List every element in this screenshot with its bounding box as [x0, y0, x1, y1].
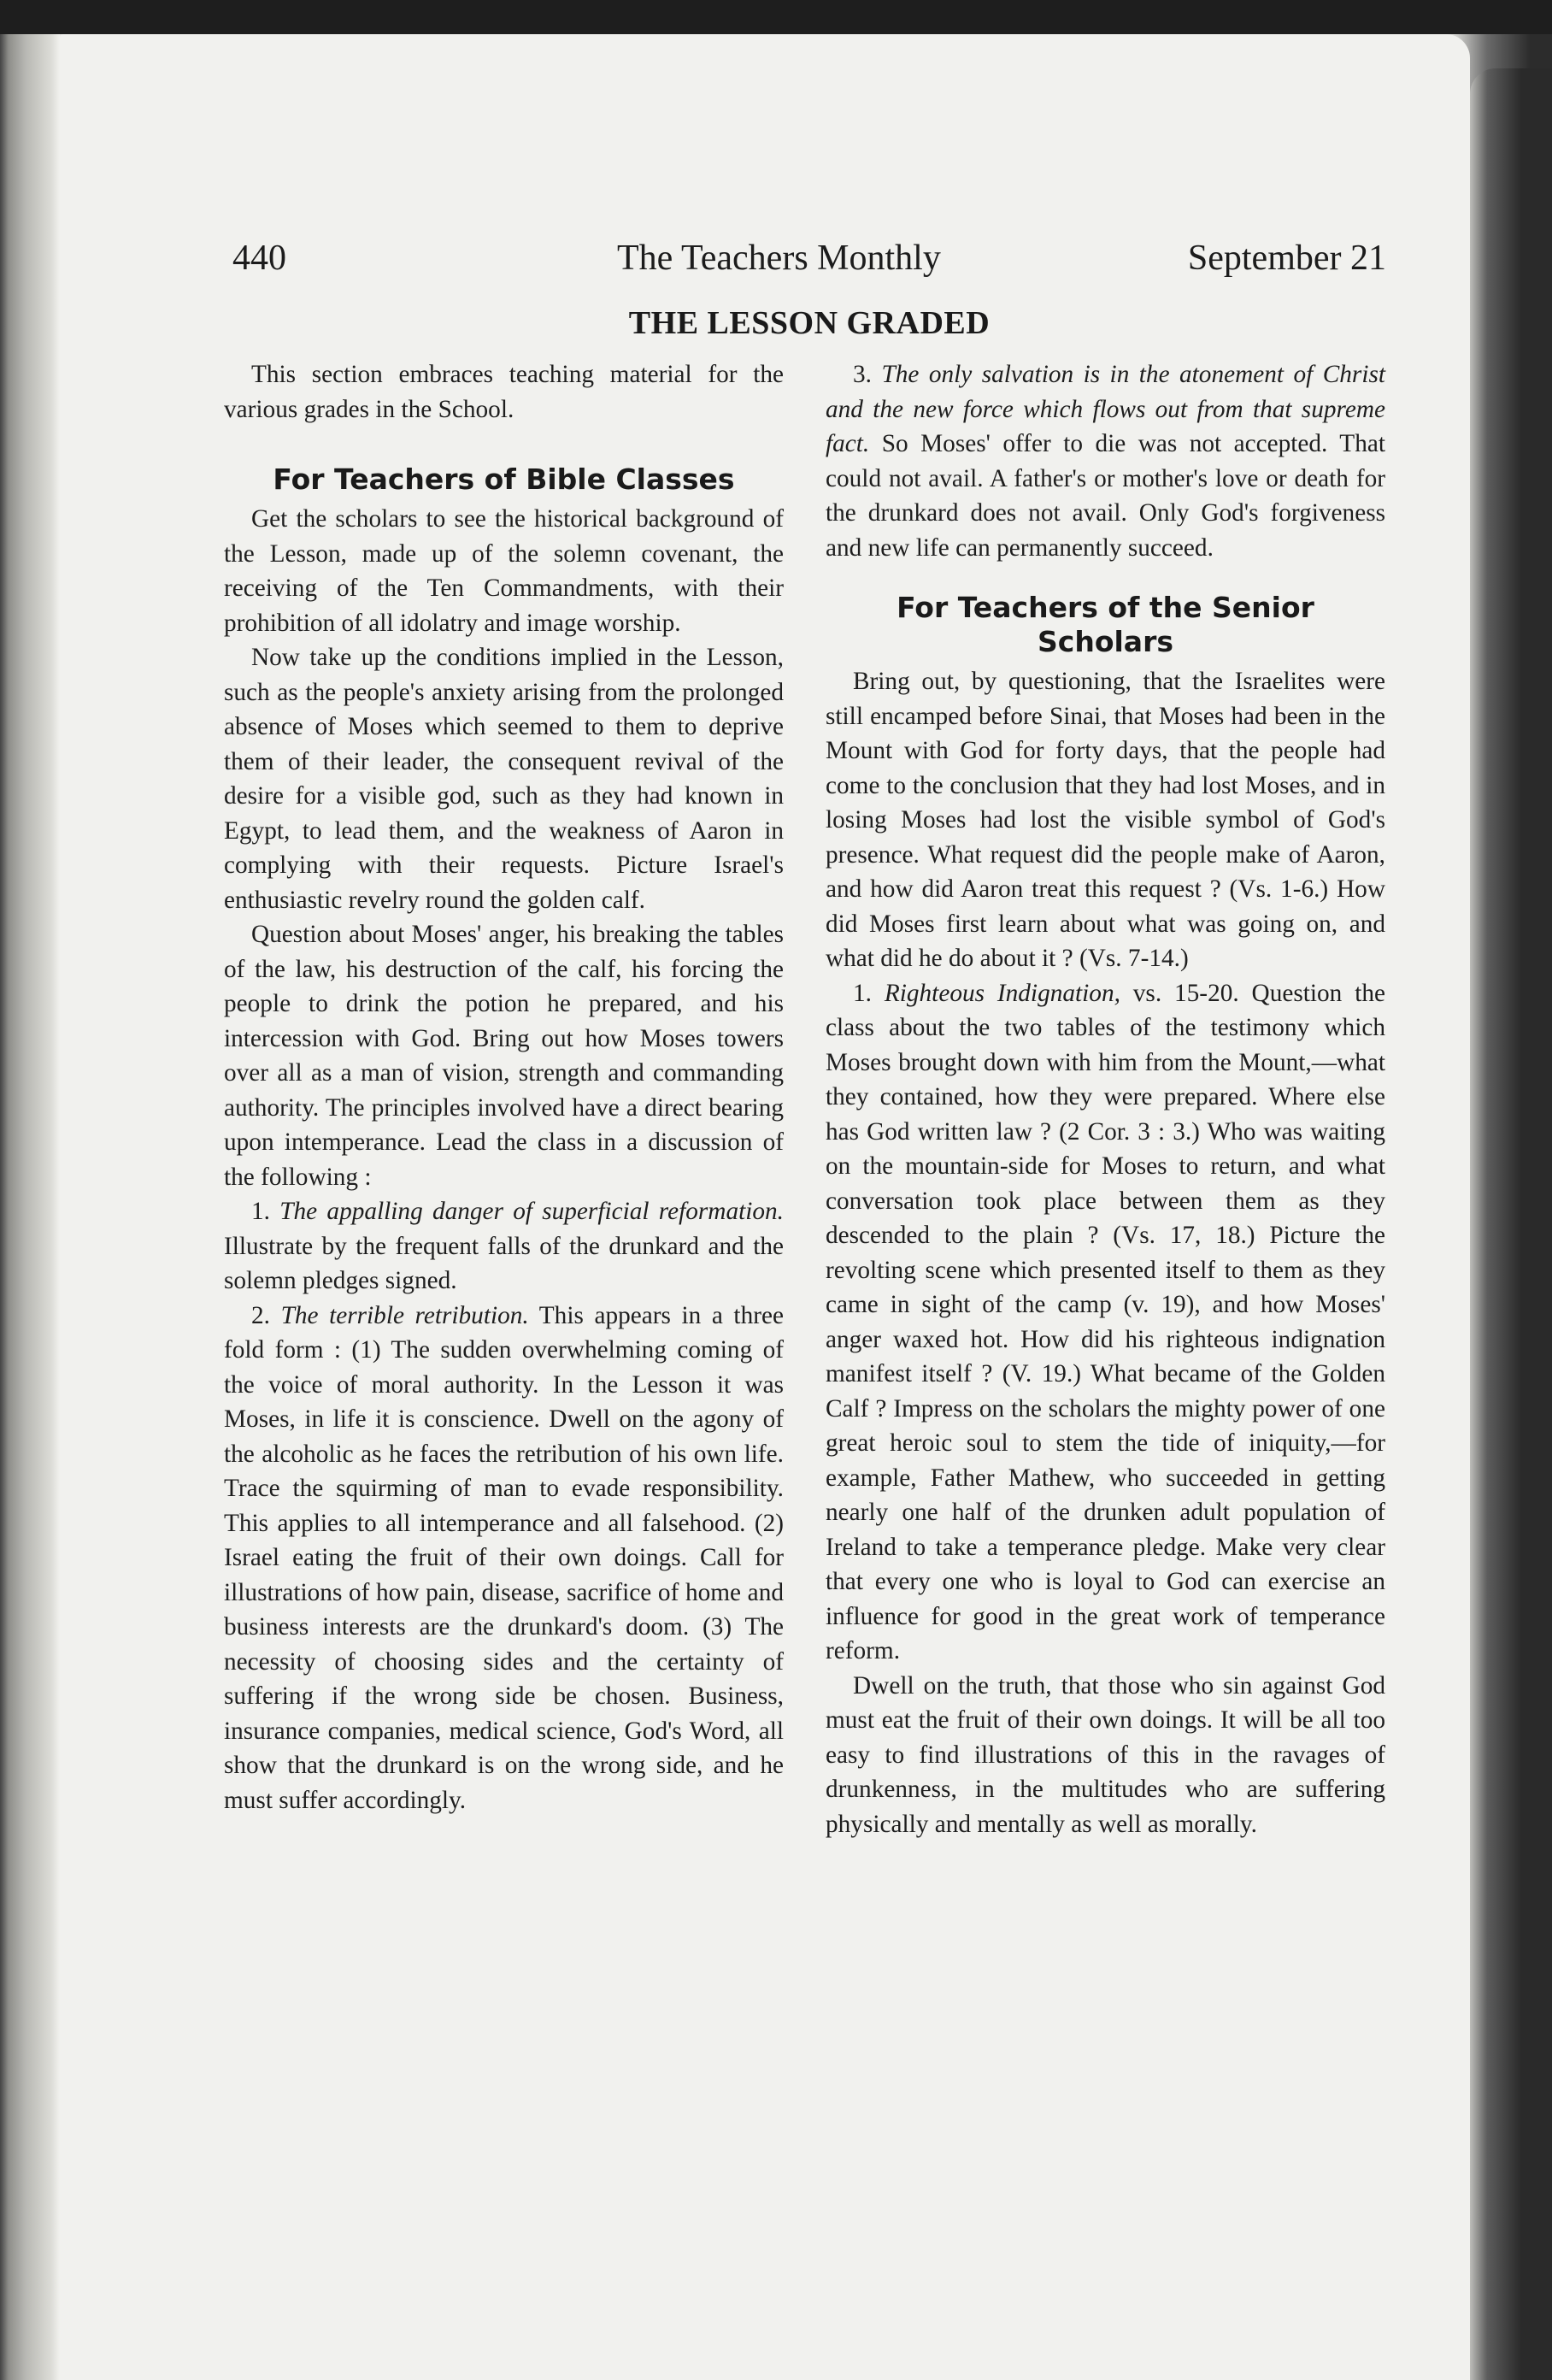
left-column — [224, 357, 784, 1817]
point-title: The appalling danger of superficial reformation. — [279, 1198, 784, 1225]
journal-title: The Teachers Monthly — [617, 239, 941, 278]
section-title: THE LESSON GRADED — [628, 305, 991, 341]
paragraph: Question about Moses' anger, his breaking the tables of the law, his destruction of the calf, his forcing the people to drink the potion he prepared, and his intercession with God. Bring out how Moses towers over all as a man of vision, strength and commanding authority. The principles involved have a direct bearing upon intemperance. Lead the class in a discussion of the following : — [224, 921, 784, 1191]
paragraph: Now take up the conditions implied in the Lesson, such as the people's anxiety arising from the prolonged absence of Moses which seemed to them to deprive them of their leader, the consequent revival of the desire for a visible god, such as they had known in Egypt, to lead them, and the weakness of Aaron in complying with their requests. Picture Israel's enthusiastic revelry round the golden calf. — [224, 644, 784, 914]
point-number: 3. — [853, 361, 872, 388]
right-column — [826, 357, 1385, 1841]
bible-classes-heading: For Teachers of Bible Classes — [273, 462, 735, 496]
point-number: 1. — [853, 979, 872, 1007]
running-header — [232, 238, 1386, 289]
intro-paragraph: This section embraces teaching material for the various grades in the School. — [224, 361, 784, 423]
numbered-point — [224, 1299, 784, 1818]
numbered-point — [826, 357, 1385, 565]
point-text: Illustrate by the frequent falls of the drunkard and the solemn pledges signed. — [224, 1232, 784, 1294]
page-right-edge — [1470, 68, 1552, 2380]
page-number: 440 — [232, 239, 286, 278]
paragraph: Bring out, by questioning, that the Israelites were still encamped before Sinai, that Moses had been in the Mount with God for forty days, that the people had come to the conclusion that they had lost Moses, and in losing Moses had lost the visible symbol of God's presence. What request did the people make of Aaron, and how did Aaron treat this request ? (Vs. 1-6.) How did Moses first learn about what was going on, and what did he do about it ? (Vs. 7-14.) — [826, 668, 1385, 972]
numbered-point — [826, 976, 1385, 1669]
point-title: The terrible retribution. — [280, 1301, 529, 1329]
point-title: The only salvation is in the atonement of Christ and the new force which flows out from that supreme fact. — [826, 361, 1385, 457]
point-text: So Moses' offer to die was not accepted. That could not avail. A father's or mother's love or death for the drunkard does not avail. Only God's forgiveness and new life can permanently succeed. — [826, 430, 1385, 562]
point-text: This appears in a three fold form : (1) The sudden overwhelming coming of the voice of moral authority. In the Lesson it was Moses, in life it is conscience. Dwell on the agony of the alcoholic as he faces the retribution of his own life. Trace the squirming of man to evade responsibility. This applies to all intemperance and all falsehood. (2) Israel eating the fruit of their own doings. Call for illustrations of how pain, disease, sacrifice of home and business interests are the drunkard's doom. (3) The necessity of choosing sides and the certainty of suffering if the wrong side be chosen. Business, insurance companies, medical science, God's Word, all show that the drunkard is on the wrong side, and he must suffer accordingly. — [224, 1301, 784, 1814]
scan-top-edge — [0, 0, 1552, 34]
point-number: 2. — [251, 1301, 270, 1329]
point-title: Righteous Indignation, — [884, 979, 1120, 1007]
book-gutter — [0, 34, 60, 2380]
senior-scholars-heading: For Teachers of the Senior Scholars — [897, 591, 1314, 658]
point-text: vs. 15-20. Question the class about the two tables of the testimony which Moses brought down with him from the Mount,—what they contained, how they were prepared. Where else has God written law ? (2 Cor. 3 : 3.) Who was waiting on the mountain-side for Moses to return, and what conversation took place between them as they descended to the plain ? (Vs. 17, 18.) Picture the revolting scene which presented itself to them as they came in sight of the camp (v. 19), and how Moses' anger waxed hot. How did his righteous indignation manifest itself ? (V. 19.) What became of the Golden Calf ? Impress on the scholars the mighty power of one great heroic soul to stem the tide of iniquity,—for example, Father Mathew, who succeeded in getting nearly one half of the drunken adult population of Ireland to take a temperance pledge. Make very clear that every one who is loyal to God can exercise an influence for good in the great work of temperance reform. — [826, 979, 1385, 1664]
issue-date: September 21 — [1187, 239, 1386, 278]
numbered-point — [224, 1194, 784, 1299]
point-number: 1. — [251, 1198, 270, 1225]
paragraph: Dwell on the truth, that those who sin against God must eat the fruit of their own doings. It will be all too easy to find illustrations of this in the ravages of drunkenness, in the multitudes who are suffering physically and mentally as well as morally. — [826, 1671, 1385, 1838]
paragraph: Get the scholars to see the historical background of the Lesson, made up of the solemn covenant, the receiving of the Ten Commandments, with their prohibition of all idolatry and image worship. — [224, 505, 784, 637]
